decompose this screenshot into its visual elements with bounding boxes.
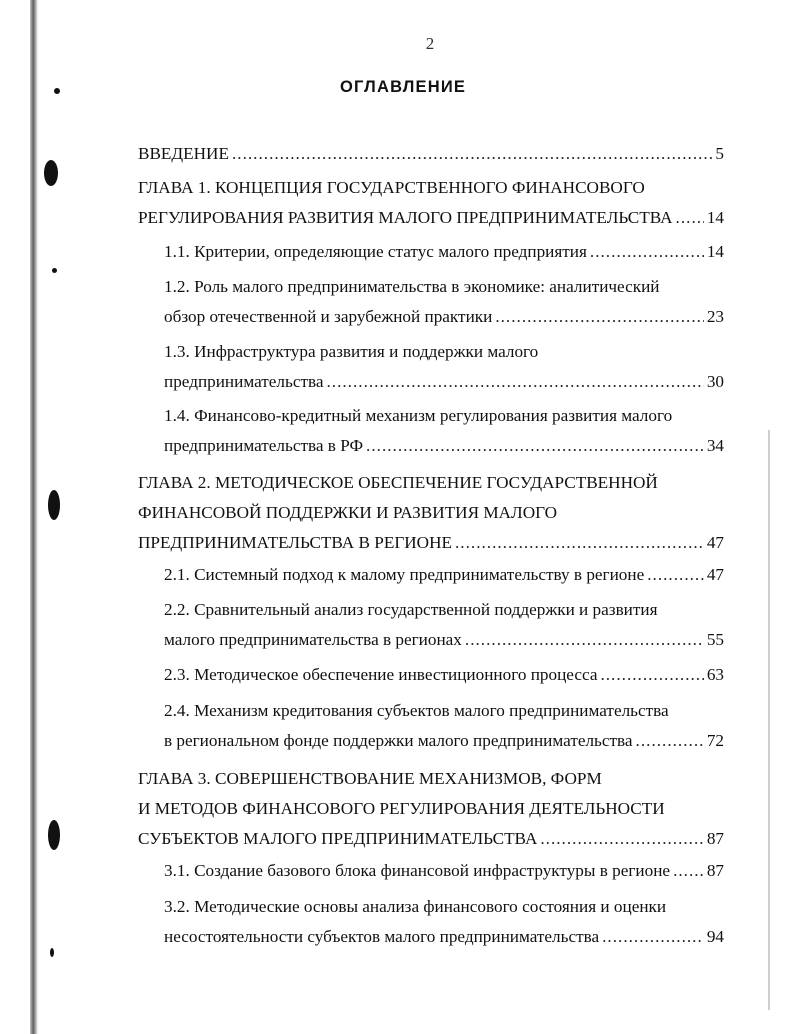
toc-line (138, 203, 724, 233)
toc-line (164, 856, 724, 886)
chapter-heading-line: И МЕТОДОВ ФИНАНСОВОГО РЕГУЛИРОВАНИЯ ДЕЯТЕЛЬНОСТИ (138, 799, 665, 818)
toc-section-2-4 (164, 696, 724, 756)
toc-line (164, 696, 724, 726)
toc-line (138, 764, 724, 794)
section-title-line: 2.1. Системный подход к малому предпринимательству в регионе (164, 565, 645, 584)
toc-line (138, 794, 724, 824)
toc-line (164, 625, 724, 655)
scan-hole-1 (44, 160, 58, 186)
leader-dots (540, 824, 703, 854)
toc-line (164, 892, 724, 922)
section-title-line: 1.2. Роль малого предпринимательства в экономике: аналитический (164, 277, 660, 296)
page-title: ОГЛАВЛЕНИЕ (340, 78, 467, 96)
leader-dots (676, 203, 704, 233)
scan-right-edge (768, 430, 770, 1010)
toc-chapter-3 (138, 764, 724, 854)
toc-line (138, 468, 724, 498)
leader-dots (636, 726, 704, 756)
toc-line (164, 401, 724, 431)
toc-entry-label: ВВЕДЕНИЕ (138, 144, 229, 163)
section-title-line: 1.3. Инфраструктура развития и поддержки малого (164, 342, 539, 361)
section-title-line: 3.2. Методические основы анализа финансового состояния и оценки (164, 897, 667, 916)
section-title-line: предпринимательства в РФ (164, 436, 364, 455)
section-title-line: 1.1. Критерии, определяющие статус малого предприятия (164, 242, 587, 261)
section-title-line: малого предпринимательства в регионах (164, 630, 462, 649)
section-title-line: 1.4. Финансово-кредитный механизм регулирования развития малого (164, 406, 673, 425)
section-title-line: 2.4. Механизм кредитования субъектов малого предпринимательства (164, 701, 669, 720)
toc-page-number: 55 (706, 630, 724, 649)
toc-page-number: 34 (706, 436, 724, 455)
scan-speck-2 (52, 268, 57, 273)
toc-section-1-1 (164, 237, 724, 267)
toc-line (164, 922, 724, 952)
section-title-line: предпринимательства (164, 372, 324, 391)
toc-line (138, 139, 724, 169)
scan-hole-3 (48, 820, 60, 850)
leader-dots (455, 528, 704, 558)
leader-dots (465, 625, 704, 655)
toc-section-2-1 (164, 560, 724, 590)
toc-section-3-2 (164, 892, 724, 952)
toc-page-number: 47 (706, 533, 724, 552)
toc-entry-intro (138, 139, 724, 169)
toc-line (164, 660, 724, 690)
toc-line (164, 560, 724, 590)
leader-dots (232, 139, 712, 169)
leader-dots (673, 856, 704, 886)
toc-page-number: 94 (706, 927, 724, 946)
toc-page-number: 47 (706, 565, 724, 584)
chapter-heading-line: СУБЪЕКТОВ МАЛОГО ПРЕДПРИНИМАТЕЛЬСТВА (138, 829, 538, 848)
toc-page-number: 63 (706, 665, 724, 684)
chapter-heading-line: ПРЕДПРИНИМАТЕЛЬСТВА В РЕГИОНЕ (138, 533, 452, 552)
toc-page-number: 30 (706, 372, 724, 391)
page-number: 2 (425, 34, 435, 53)
leader-dots (590, 237, 704, 267)
scan-binding-edge (30, 0, 38, 1034)
scan-hole-2 (48, 490, 60, 520)
toc-line (138, 528, 724, 558)
toc-line (138, 173, 724, 203)
section-title-line: несостоятельности субъектов малого предпринимательства (164, 927, 600, 946)
toc-line (164, 337, 724, 367)
chapter-heading-line: ГЛАВА 1. КОНЦЕПЦИЯ ГОСУДАРСТВЕННОГО ФИНАНСОВОГО (138, 178, 645, 197)
toc-page-number: 23 (706, 307, 724, 326)
chapter-heading-line: ГЛАВА 2. МЕТОДИЧЕСКОЕ ОБЕСПЕЧЕНИЕ ГОСУДАРСТВЕННОЙ (138, 473, 658, 492)
leader-dots (495, 302, 703, 332)
toc-line (164, 595, 724, 625)
toc-line (138, 498, 724, 528)
toc-line (164, 302, 724, 332)
toc-section-1-4 (164, 401, 724, 461)
toc-page-number: 72 (706, 731, 724, 750)
chapter-heading-line: ГЛАВА 3. СОВЕРШЕНСТВОВАНИЕ МЕХАНИЗМОВ, ФОРМ (138, 769, 602, 788)
scan-speck-1 (54, 88, 60, 94)
leader-dots (600, 660, 703, 690)
toc-line (164, 431, 724, 461)
toc-section-1-3 (164, 337, 724, 397)
toc-line (164, 726, 724, 756)
toc-page-number: 14 (706, 242, 724, 261)
leader-dots (366, 431, 704, 461)
toc-section-1-2 (164, 272, 724, 332)
leader-dots (326, 367, 703, 397)
toc-line (164, 367, 724, 397)
toc-page-number: 87 (706, 861, 724, 880)
toc-chapter-2 (138, 468, 724, 558)
toc-page-number: 14 (706, 208, 724, 227)
section-title-line: 3.1. Создание базового блока финансовой инфраструктуры в регионе (164, 861, 671, 880)
section-title-line: обзор отечественной и зарубежной практики (164, 307, 493, 326)
section-title-line: в региональном фонде поддержки малого предпринимательства (164, 731, 633, 750)
toc-line (164, 272, 724, 302)
toc-section-3-1 (164, 856, 724, 886)
scan-speck-3 (50, 948, 54, 957)
leader-dots (602, 922, 704, 952)
section-title-line: 2.2. Сравнительный анализ государственной поддержки и развития (164, 600, 658, 619)
section-title-line: 2.3. Методическое обеспечение инвестиционного процесса (164, 665, 598, 684)
toc-line (164, 237, 724, 267)
chapter-heading-line: ФИНАНСОВОЙ ПОДДЕРЖКИ И РАЗВИТИЯ МАЛОГО (138, 503, 558, 522)
toc-page-number: 87 (706, 829, 724, 848)
toc-line (138, 824, 724, 854)
toc-section-2-2 (164, 595, 724, 655)
leader-dots (647, 560, 704, 590)
toc-section-2-3 (164, 660, 724, 690)
toc-chapter-1 (138, 173, 724, 233)
toc-page-number: 5 (715, 144, 724, 163)
chapter-heading-line: РЕГУЛИРОВАНИЯ РАЗВИТИЯ МАЛОГО ПРЕДПРИНИМАТЕЛЬСТВА (138, 208, 673, 227)
